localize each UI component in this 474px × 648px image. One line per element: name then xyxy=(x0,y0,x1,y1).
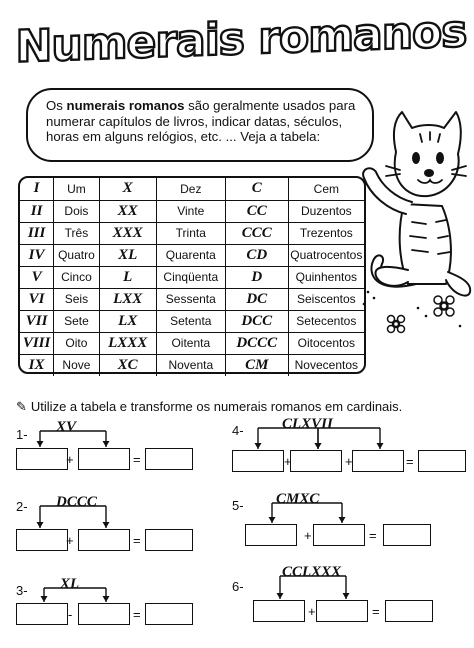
operator-sign: + xyxy=(284,454,292,469)
operator-sign: = xyxy=(369,528,377,543)
operator-sign: + xyxy=(304,528,312,543)
value-box[interactable] xyxy=(316,600,368,622)
roman-numeral-cell: II xyxy=(20,200,54,222)
intro-part1: Os xyxy=(46,98,67,113)
value-box[interactable] xyxy=(78,529,130,551)
exercise-roman-numeral: XL xyxy=(60,576,80,592)
answer-box[interactable] xyxy=(385,600,433,622)
roman-numeral-cell: IX xyxy=(20,354,54,376)
operator-sign: + xyxy=(66,533,74,548)
arrow-head-icon xyxy=(339,517,346,523)
roman-numeral-cell: X xyxy=(99,178,156,200)
number-word-cell: Dois xyxy=(54,200,100,222)
operator-sign: = xyxy=(406,454,414,469)
number-word-cell: Quatrocentos xyxy=(288,244,364,266)
pencil-icon: ✎ xyxy=(16,399,27,414)
roman-numeral-cell: VI xyxy=(20,288,54,310)
roman-numeral-cell: V xyxy=(20,266,54,288)
value-box[interactable] xyxy=(290,450,342,472)
operator-sign: - xyxy=(68,607,73,622)
roman-numeral-cell: XC xyxy=(99,354,156,376)
arrow-head-icon xyxy=(277,593,284,599)
instruction-text: Utilize a tabela e transforme os numerais romanos em cardinais. xyxy=(30,399,403,414)
number-word-cell: Um xyxy=(54,178,100,200)
number-word-cell: Setecentos xyxy=(288,310,364,332)
number-word-cell: Cem xyxy=(288,178,364,200)
number-word-cell: Cinqüenta xyxy=(156,266,225,288)
value-box[interactable] xyxy=(245,524,297,546)
value-box[interactable] xyxy=(78,448,130,470)
number-word-cell: Novecentos xyxy=(288,354,364,376)
value-box[interactable] xyxy=(78,603,130,625)
value-box[interactable] xyxy=(313,524,365,546)
number-word-cell: Setenta xyxy=(156,310,225,332)
number-word-cell: Seis xyxy=(54,288,100,310)
roman-numeral-cell: L xyxy=(99,266,156,288)
number-word-cell: Trinta xyxy=(156,222,225,244)
exercise-number: 3- xyxy=(16,583,28,598)
number-word-cell: Oito xyxy=(54,332,100,354)
number-word-cell: Noventa xyxy=(156,354,225,376)
roman-numeral-cell: XXX xyxy=(99,222,156,244)
arrow-head-icon xyxy=(255,443,262,449)
roman-numeral-cell: VII xyxy=(20,310,54,332)
arrow-head-icon xyxy=(377,443,384,449)
arrow-head-icon xyxy=(103,522,110,528)
number-word-cell: Seiscentos xyxy=(288,288,364,310)
answer-box[interactable] xyxy=(145,448,193,470)
number-word-cell: Oitenta xyxy=(156,332,225,354)
number-word-cell: Trezentos xyxy=(288,222,364,244)
roman-numeral-cell: XX xyxy=(99,200,156,222)
exercise-roman-numeral: CCLXXX xyxy=(282,564,342,580)
operator-sign: = xyxy=(133,452,141,467)
operator-sign: = xyxy=(133,607,141,622)
number-word-cell: Quinhentos xyxy=(288,266,364,288)
title-text: Numerais romanos xyxy=(15,6,467,73)
exercise-number: 2- xyxy=(16,499,28,514)
roman-numeral-cell: LXX xyxy=(99,288,156,310)
value-box[interactable] xyxy=(232,450,284,472)
value-box[interactable] xyxy=(16,448,68,470)
answer-box[interactable] xyxy=(383,524,431,546)
intro-part2: são geralmente usados para numerar capítulos de livros, indicar datas, séculos, horas em alguns relógios, etc. ... Veja a tabela: xyxy=(46,98,356,144)
arrow-head-icon xyxy=(41,596,48,602)
answer-box[interactable] xyxy=(145,529,193,551)
intro-bold: numerais romanos xyxy=(66,98,185,113)
arrow-head-icon xyxy=(315,443,322,449)
exercise-number: 4- xyxy=(232,423,244,438)
number-word-cell: Vinte xyxy=(156,200,225,222)
roman-numeral-cell: IV xyxy=(20,244,54,266)
roman-numeral-cell: DC xyxy=(225,288,288,310)
roman-numeral-cell: III xyxy=(20,222,54,244)
answer-box[interactable] xyxy=(418,450,466,472)
arrow-head-icon xyxy=(103,596,110,602)
roman-numeral-cell: DCCC xyxy=(225,332,288,354)
arrow-head-icon xyxy=(37,522,44,528)
roman-numeral-cell: CC xyxy=(225,200,288,222)
value-box[interactable] xyxy=(352,450,404,472)
exercise-roman-numeral: XV xyxy=(56,419,77,435)
roman-numeral-cell: XL xyxy=(99,244,156,266)
operator-sign: + xyxy=(66,452,74,467)
operator-sign: + xyxy=(308,604,316,619)
number-word-cell: Dez xyxy=(156,178,225,200)
number-word-cell: Quatro xyxy=(54,244,100,266)
number-word-cell: Oitocentos xyxy=(288,332,364,354)
operator-sign: = xyxy=(133,533,141,548)
roman-numeral-cell: LX xyxy=(99,310,156,332)
number-word-cell: Sete xyxy=(54,310,100,332)
number-word-cell: Três xyxy=(54,222,100,244)
arrow-head-icon xyxy=(269,517,276,523)
value-box[interactable] xyxy=(253,600,305,622)
number-word-cell: Quarenta xyxy=(156,244,225,266)
exercise-number: 1- xyxy=(16,427,28,442)
number-word-cell: Nove xyxy=(54,354,100,376)
exercise-number: 5- xyxy=(232,498,244,513)
roman-numeral-cell: LXXX xyxy=(99,332,156,354)
roman-numeral-cell: CM xyxy=(225,354,288,376)
arrow-head-icon xyxy=(37,441,44,447)
roman-numeral-cell: CCC xyxy=(225,222,288,244)
operator-sign: = xyxy=(372,604,380,619)
roman-numeral-cell: CD xyxy=(225,244,288,266)
arrow-head-icon xyxy=(103,441,110,447)
value-box[interactable] xyxy=(16,529,68,551)
value-box[interactable] xyxy=(16,603,68,625)
arrow-head-icon xyxy=(343,593,350,599)
number-word-cell: Duzentos xyxy=(288,200,364,222)
number-word-cell: Sessenta xyxy=(156,288,225,310)
roman-numeral-cell: DCC xyxy=(225,310,288,332)
roman-numeral-cell: D xyxy=(225,266,288,288)
number-word-cell: Cinco xyxy=(54,266,100,288)
answer-box[interactable] xyxy=(145,603,193,625)
exercise-roman-numeral: DCCC xyxy=(56,494,97,510)
roman-numeral-cell: I xyxy=(20,178,54,200)
exercise-roman-numeral: CLXVII xyxy=(282,416,333,432)
exercise-number: 6- xyxy=(232,579,244,594)
operator-sign: + xyxy=(345,454,353,469)
exercise-roman-numeral: CMXC xyxy=(276,491,320,507)
roman-numeral-cell: VIII xyxy=(20,332,54,354)
roman-numeral-cell: C xyxy=(225,178,288,200)
